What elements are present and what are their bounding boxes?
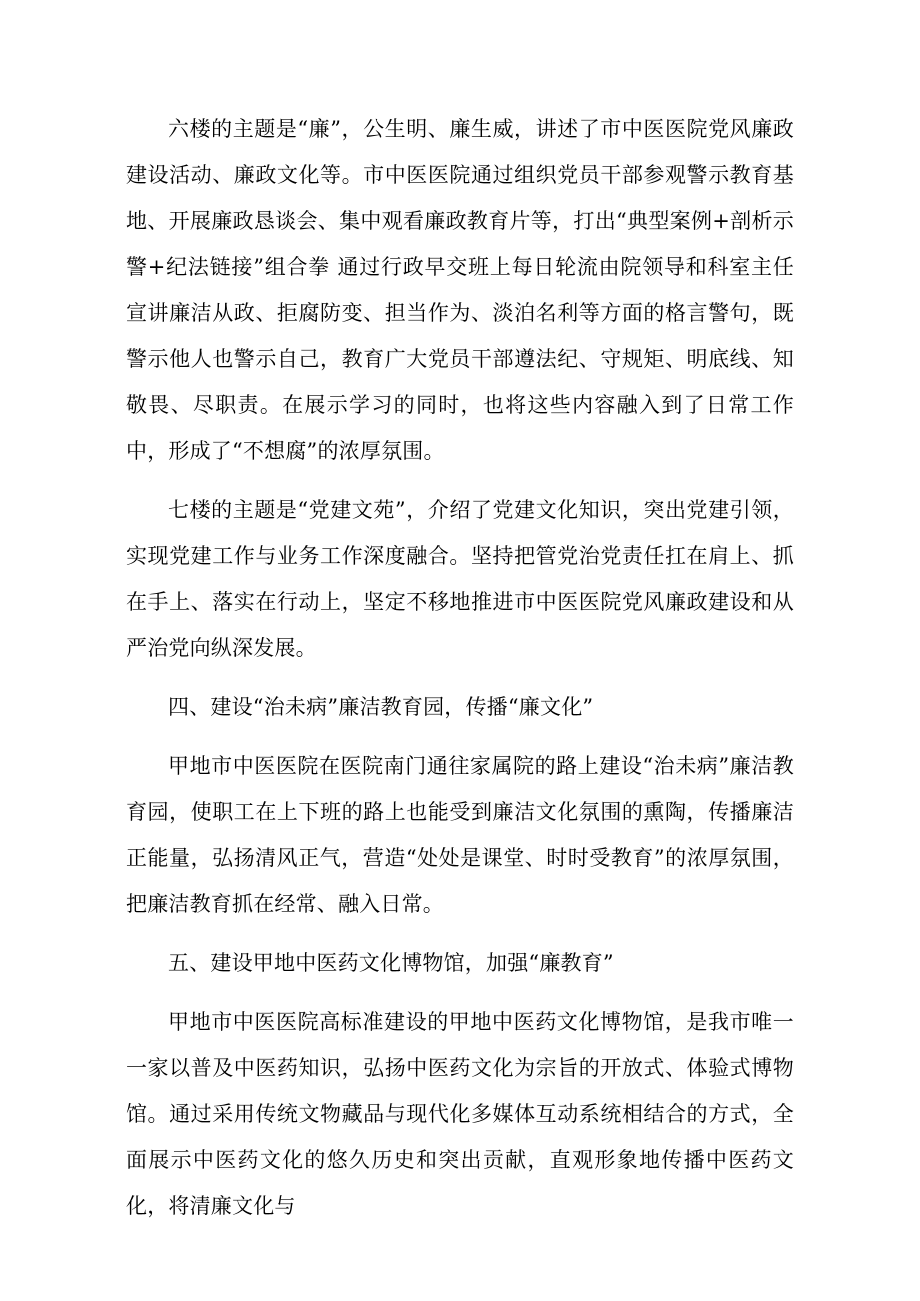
paragraph-education-garden: 甲地市中医医院在医院南门通往家属院的路上建设“治未病”廉洁教育园，使职工在上下班的路上也能受到廉洁文化氛围的熏陶，传播廉洁正能量，弘扬清风正气，营造“处处是课堂、时时受教育”的浓厚氛围，把廉洁教育抓在经常、融入日常。 xyxy=(126,754,794,916)
paragraph-sixth-floor: 六楼的主题是“廉”，公生明、廉生威，讲述了市中医医院党风廉政建设活动、廉政文化等。市中医医院通过组织党员干部参观警示教育基地、开展廉政恳谈会、集中观看廉政教育片等，打出“典型案例+剖析示警+纪法链接”组合拳 通过行政早交班上每日轮流由院领导和科室主任宣讲廉洁从政、拒腐防变、担当作为、淡泊名利等方面的格言警句，既警示他人也警示自己，教育广大党员干部遵法纪、守规矩、明底线、知敬畏、尽职责。在展示学习的同时，也将这些内容融入到了日常工作中，形成了“不想腐”的浓厚氛围。 xyxy=(126,117,794,463)
document-body xyxy=(126,106,794,1242)
section-heading-four: 四、建设“治未病”廉洁教育园，传播“廉文化” xyxy=(168,695,594,719)
paragraph-museum: 甲地市中医医院高标准建设的甲地中医药文化博物馆，是我市唯一一家以普及中医药知识，弘扬中医药文化为宗旨的开放式、体验式博物馆。通过采用传统文物藏品与现代化多媒体互动系统相结合的方式，全面展示中医药文化的悠久历史和突出贡献，直观形象地传播中医药文化，将清廉文化与 xyxy=(126,1010,794,1218)
paragraph-seventh-floor: 七楼的主题是“党建文苑”，介绍了党建文化知识，突出党建引领，实现党建工作与业务工作深度融合。坚持把管党治党责任扛在肩上、抓在手上、落实在行动上，坚定不移地推进市中医医院党风廉政建设和从严治党向纵深发展。 xyxy=(126,498,794,660)
section-heading-five: 五、建设甲地中医药文化博物馆，加强“廉教育” xyxy=(168,951,614,975)
